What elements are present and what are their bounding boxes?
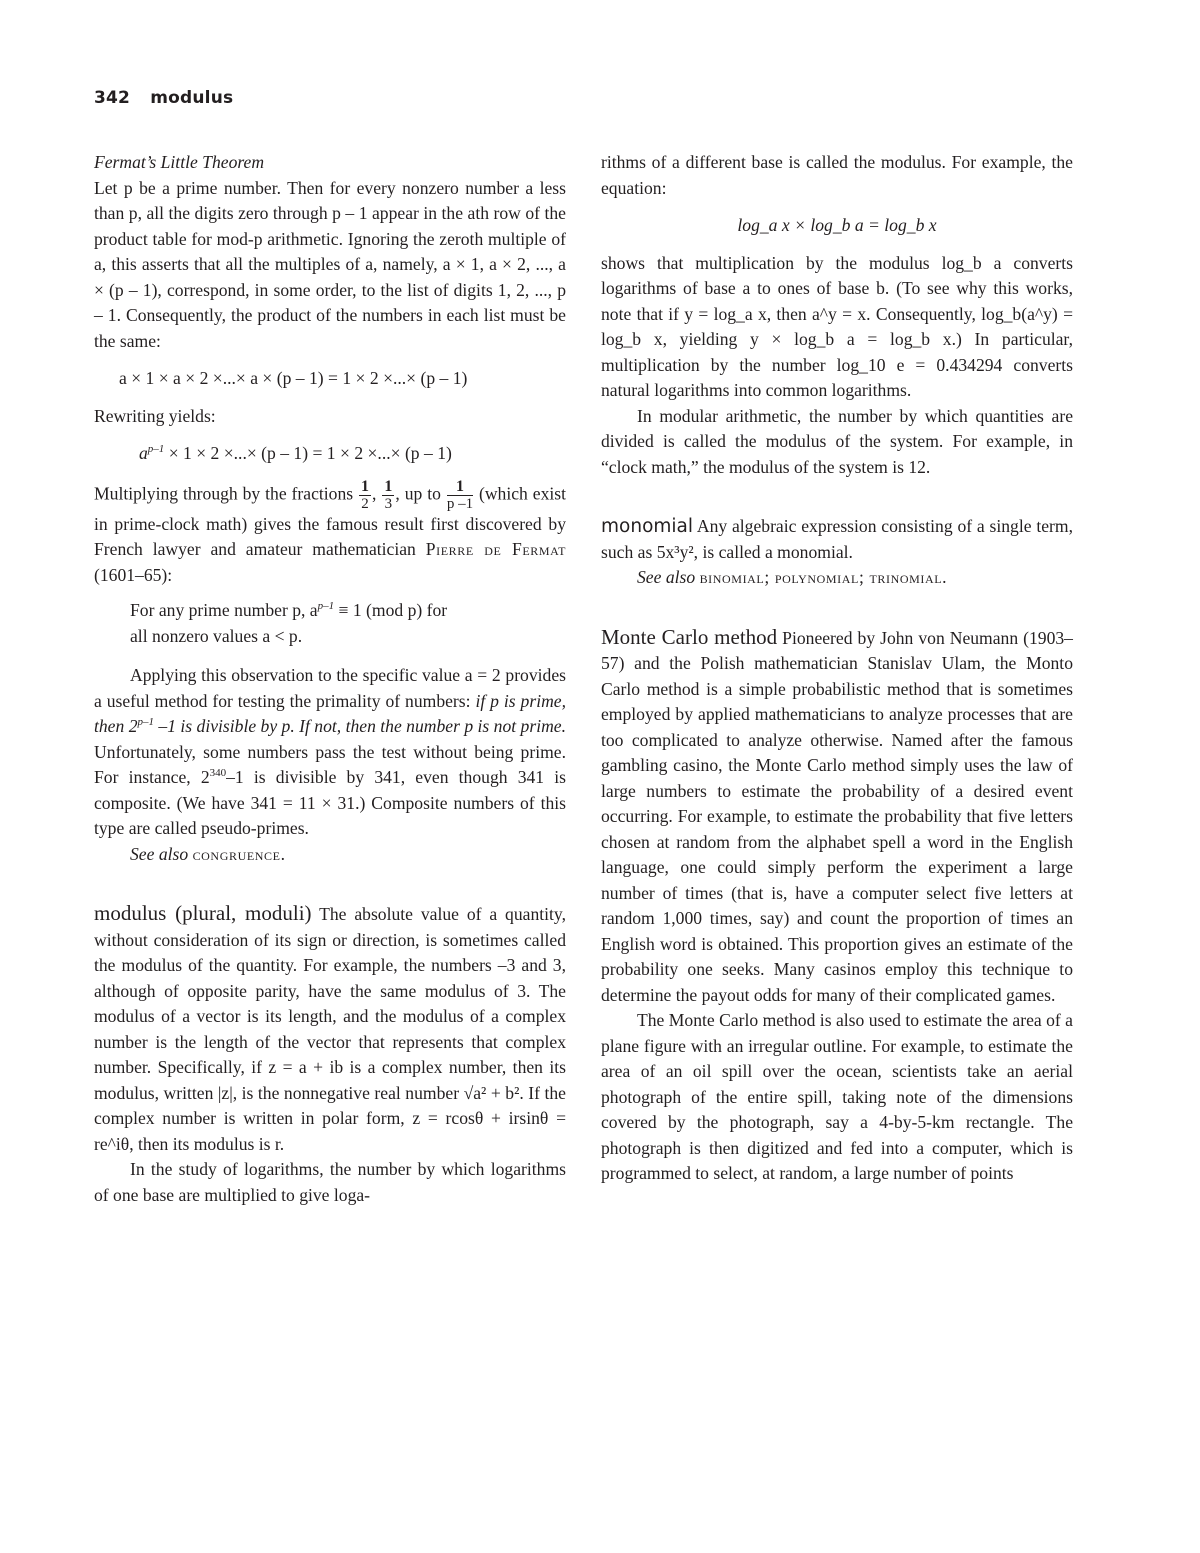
continued-paragraph: rithms of a different base is called the modulus. For example, the equation:: [601, 152, 1073, 198]
equation-2-rest: × 1 × 2 ×...× (p – 1) = 1 × 2 ×...× (p – 1): [168, 443, 452, 463]
page-header: [94, 88, 233, 108]
see-also-congruence: See also congruence.: [130, 843, 286, 864]
fermat-statement: For any prime number p, $a^{p-1} \equiv 1$ (mod p) for all nonzero values a < p.: [130, 600, 448, 646]
modular-paragraph: In modular arithmetic, the number by which quantities are divided is called the modulus of the system. For example, in “clock math,” the modulus of the system is 12.: [601, 405, 1073, 477]
multiplying-paragraph: Multiplying through by the fractions $\frac{1}{2}$ , $\frac{1}{3}$ , up to $\frac{1}{p -1}$ (which exist in prime-clock math) gives the famous result first discovered by French lawyer and amateur mathematician Pierre de Fermat (1601–65):: [94, 477, 567, 585]
monomial-cross-refs[interactable]: binomial; polynomial; trinomial.: [699, 567, 948, 587]
equation-1: a × 1 × a × 2 ×...× a × (p – 1) = 1 × 2 ×...× (p – 1): [119, 368, 468, 388]
fraction-half: $\frac{1}{2}$: [361, 477, 370, 512]
fermat-subheading: Fermat’s Little Theorem: [94, 152, 265, 172]
left-column: [94, 150, 566, 1208]
right-column: [601, 150, 1073, 1187]
modulus-logarithm-paragraph: In the study of logarithms, the number by which logarithms of one base are multiplied to give loga-: [94, 1159, 566, 1205]
congruence-link[interactable]: congruence.: [192, 843, 286, 864]
fraction-third: $\frac{1}{3}$: [384, 477, 393, 512]
monte-carlo-term: Monte Carlo method: [601, 624, 778, 649]
monomial-term: monomial: [601, 516, 694, 537]
fraction-last: $\frac{1}{p -1}$: [446, 477, 474, 512]
monomial-see-also: See also binomial; polynomial; trinomial.: [637, 567, 948, 587]
running-title: modulus: [150, 88, 234, 108]
monte-carlo-area-paragraph: The Monte Carlo method is also used to estimate the area of a plane figure with an irregular outline. For example, to estimate the area of an oil spill over the ocean, scientists take an aerial photograph of the entire spill, taking note of the dimensions covered by the photograph, say a 4-by-5-km rectangle. The photograph is then digitized and fed into a computer, which is programmed to select, at random, a large number of points: [601, 1010, 1073, 1183]
modulus-term: modulus (plural, moduli): [94, 901, 312, 925]
primality-paragraph: Applying this observation to the specific value a = 2 provides a useful method for testing the primality of numbers: if p is prime, then 2$^{p-1}$ –1 is divisible by p. If not, then the number p is not prime. Unfortunately, some numbers pass the test without being prime. For instance, $2^{340}-1$ is divisible by 341, even though 341 is composite. (We have 341 = 11 × 31.) Composite numbers of this type are called pseudo-primes.: [94, 665, 566, 838]
monte-carlo-entry: Monte Carlo method Pioneered by John von Neumann (1903–57) and the Polish mathematician Stanislav Ulam, the Monto Carlo method is a simple probabilistic method that is sometimes employed by applied mathematicians to analyze processes that are too complicated to analyze otherwise. Named after the famous gambling casino, the Monte Carlo method simply uses the law of large numbers to estimate the probability of a desired event occurring. For example, to estimate the probability that five letters chosen at random from the alphabet spell a word in the English language, one could simply perform the experiment a large number of times (that is, have a computer select five letters at random 1,000 times, say) and count the proportion of times an English word is obtained. This proportion gives an estimate of the probability one seeks. Many casinos employ this technique to determine the payout odds for many of their complicated games.: [601, 624, 1073, 1005]
modulus-entry: modulus (plural, moduli) The absolute value of a quantity, without consideration of its sign or direction, is sometimes called the modulus of the quantity. For example, the numbers –3 and 3, although of opposite parity, have the same modulus of 3. The modulus of a vector is its length, and the modulus of a complex number is the length of the vector that represents that complex number. Specifically, if z = a + ib is a complex number, then its modulus, written |z|, is the nonnegative real number √a² + b². If the complex number is written in polar form, z = rcosθ + irsinθ = re^iθ, then its modulus is r.: [94, 901, 566, 1154]
log-equation: log_a x × log_b a = log_b x: [737, 215, 937, 235]
equation-2: $a^{p-1} \times 1 \times 2$ ×...× (p – 1) = 1 × 2 ×...× (p – 1): [139, 443, 452, 463]
log-explanation: shows that multiplication by the modulus log_b a converts logarithms of base a to ones of base b. (To see why this works, note that if y = log_a x, then a^y = x. Consequently, log_b(a^y) = log_b x, yielding y × log_b a = log_b x.) In particular, multiplication by the number log_10 e = 0.434294 converts natural logarithms into common logarithms.: [601, 252, 1073, 400]
fermat-paragraph: Let p be a prime number. Then for every nonzero number a less than p, all the digits zero through p – 1 appear in the ath row of the product table for mod-p arithmetic. Ignoring the zeroth multiple of a, this asserts that all the multiples of a, namely, a × 1, a × 2, ..., a × (p – 1), correspond, in some order, to the list of digits 1, 2, ..., p – 1. Consequently, the product of the numbers in each list must be the same:: [94, 177, 566, 351]
rewriting-text: Rewriting yields:: [94, 405, 216, 426]
monomial-entry: monomial Any algebraic expression consisting of a single term, such as 5x³y², is called a monomial.: [601, 516, 1073, 562]
page-number: 342: [94, 88, 131, 108]
fermat-name: Pierre de Fermat: [425, 539, 567, 559]
